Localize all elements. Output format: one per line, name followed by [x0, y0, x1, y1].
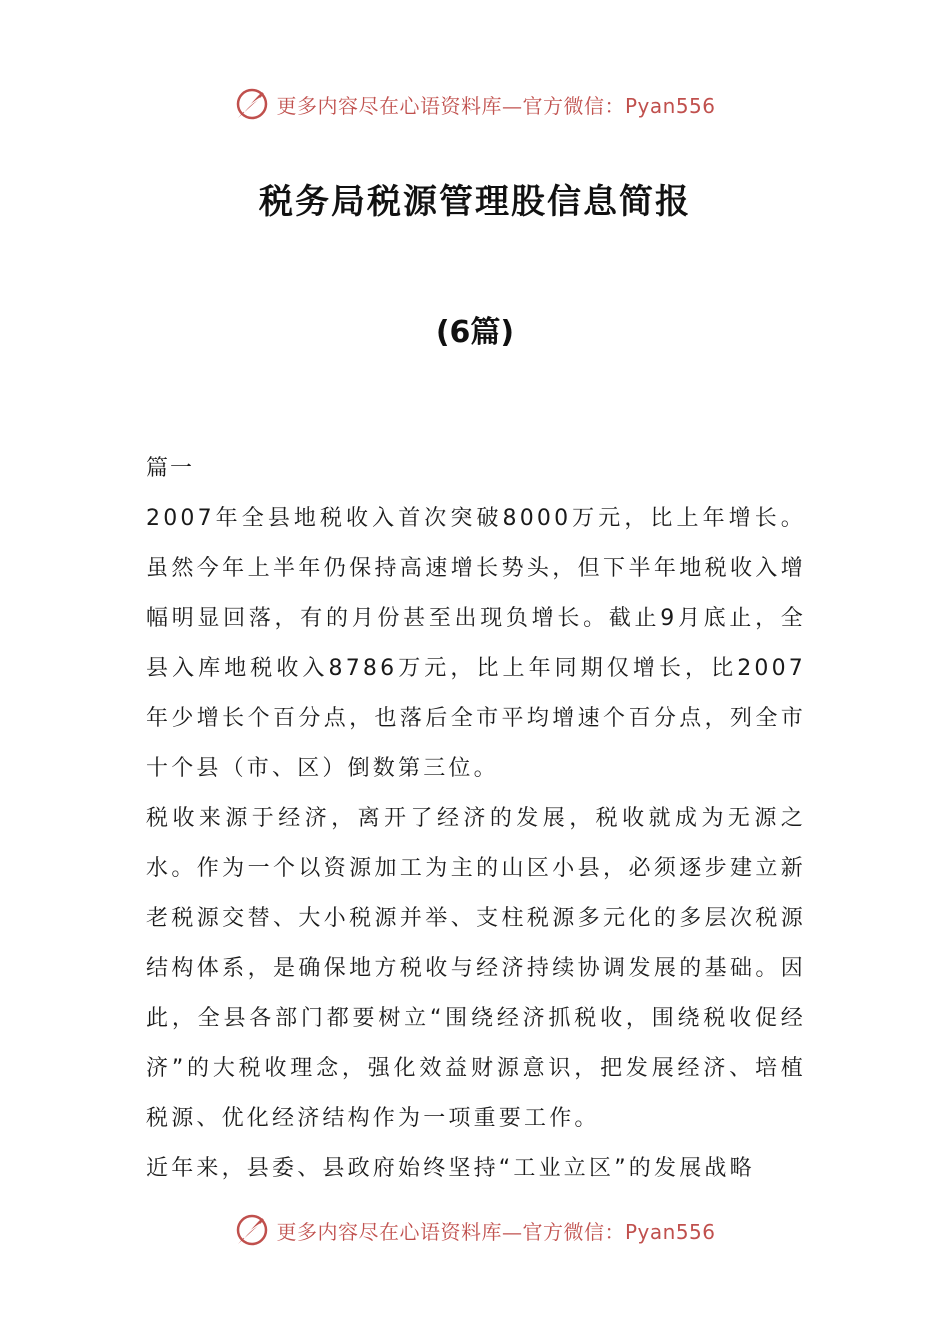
header-banner [0, 84, 950, 124]
paragraph-3: 近年来，县委、县政府始终坚持“工业立区”的发展战略 [146, 1156, 755, 1181]
footer-banner [0, 1210, 950, 1250]
banner-text: 更多内容尽在心语资料库—官方微信：Pyan556 [276, 1219, 716, 1244]
paragraph-1: 2007年全县地税收入首次突破8000万元，比上年增长。虽然今年上半年仍保持高速增长势头，但下半年地税收入增幅明显回落，有的月份甚至出现负增长。截止9月底止，全县入库地税收入8786万元，比上年同期仅增长，比2007年少增长个百分点，也落后全市平均增速个百分点，列全市十个县（市、区）倒数第三位。 [146, 506, 806, 781]
document-body [146, 444, 806, 1194]
document-subtitle: (6篇) [435, 315, 515, 350]
document-title: 税务局税源管理股信息简报 [259, 182, 691, 222]
banner-text: 更多内容尽在心语资料库—官方微信：Pyan556 [276, 93, 716, 118]
paragraph-2: 税收来源于经济，离开了经济的发展，税收就成为无源之水。作为一个以资源加工为主的山区小县，必须逐步建立新老税源交替、大小税源并举、支柱税源多元化的多层次税源结构体系，是确保地方税收与经济持续协调发展的基础。因此，全县各部门都要树立“围绕经济抓税收，围绕税收促经济”的大税收理念，强化效益财源意识，把发展经济、培植税源、优化经济结构作为一项重要工作。 [146, 806, 806, 1131]
quill-logo-icon [234, 86, 270, 122]
quill-logo-icon [234, 1212, 270, 1248]
section-label: 篇一 [146, 456, 195, 481]
